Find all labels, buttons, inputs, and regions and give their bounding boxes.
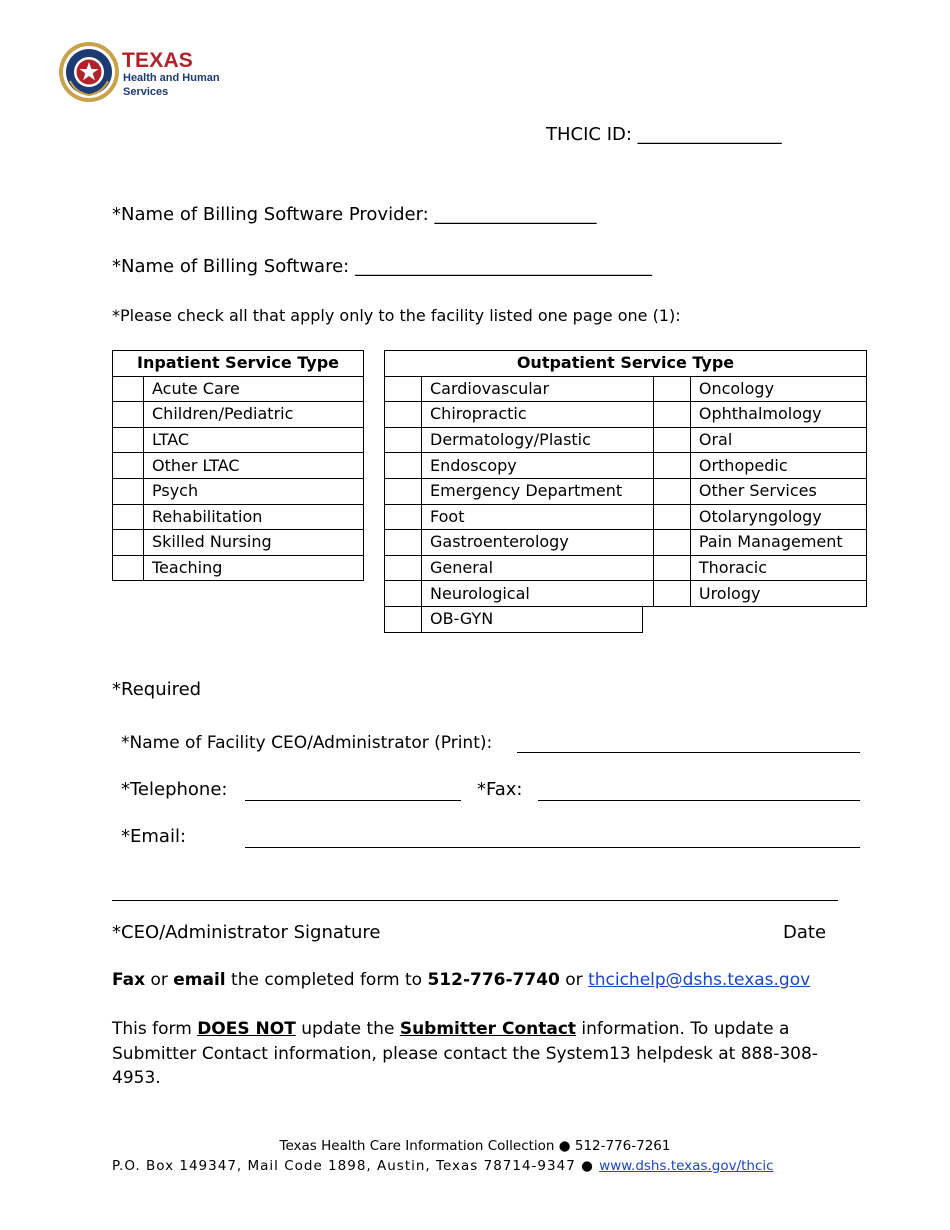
table-row — [113, 555, 364, 581]
outpatient-header: Outpatient Service Type — [385, 351, 867, 377]
logo-subtitle — [123, 71, 220, 99]
service-label: Thoracic — [690, 555, 866, 581]
billing-software-field[interactable]: *Name of Billing Software: _________________________________ — [112, 256, 652, 277]
service-label: Gastroenterology — [422, 530, 654, 556]
service-label: Cardiovascular — [422, 376, 654, 402]
fax-input[interactable] — [538, 800, 860, 801]
footer-line1: Texas Health Care Information Collection ● 512-776-7261 — [279, 1138, 671, 1154]
telephone-label: *Telephone: — [121, 779, 228, 800]
outpatient-table — [384, 350, 867, 607]
table-row — [385, 402, 867, 428]
checkbox-teaching[interactable] — [113, 555, 144, 581]
checkbox-ltac[interactable] — [113, 427, 144, 453]
checkbox-rehabilitation[interactable] — [113, 504, 144, 530]
ceo-name-input[interactable] — [517, 752, 860, 753]
footer-address: P.O. Box 149347, Mail Code 1898, Austin, Texas 78714-9347 ● — [112, 1158, 600, 1174]
service-label: Oral — [690, 427, 866, 453]
table-row — [113, 427, 364, 453]
notice-text: update the — [295, 1019, 400, 1039]
fax-number: 512-776-7740 — [427, 970, 560, 990]
inpatient-header: Inpatient Service Type — [113, 351, 364, 377]
email-word: email — [173, 970, 226, 990]
table-row — [385, 478, 867, 504]
does-not-emphasis: DOES NOT — [197, 1019, 296, 1039]
table-row — [385, 504, 867, 530]
service-label: Acute Care — [144, 376, 364, 402]
checkbox-oncology[interactable] — [653, 376, 690, 402]
table-row — [113, 376, 364, 402]
checkbox-cardiovascular[interactable] — [385, 376, 422, 402]
ceo-name-label: *Name of Facility CEO/Administrator (Print): — [121, 733, 493, 753]
checkbox-other-ltac[interactable] — [113, 453, 144, 479]
email-input[interactable] — [245, 847, 860, 848]
logo-subtitle-line1: Health and Human — [123, 72, 220, 84]
email-label: *Email: — [121, 826, 187, 847]
footer-line2 — [112, 1158, 774, 1174]
service-label: Orthopedic — [690, 453, 866, 479]
service-label: Dermatology/Plastic — [422, 427, 654, 453]
service-label: Teaching — [144, 555, 364, 581]
service-label: OB-GYN — [422, 607, 643, 633]
submit-text: the completed form to — [225, 970, 428, 990]
checkbox-otolaryngology[interactable] — [653, 504, 690, 530]
logo-title: TEXAS — [122, 49, 194, 72]
checkbox-psych[interactable] — [113, 478, 144, 504]
checkbox-skilled-nursing[interactable] — [113, 530, 144, 556]
checkbox-acute-care[interactable] — [113, 376, 144, 402]
outpatient-table-extra — [384, 606, 643, 633]
date-label: Date — [783, 922, 827, 943]
checkbox-oral[interactable] — [653, 427, 690, 453]
table-row — [385, 607, 643, 633]
email-link[interactable]: thcichelp@dshs.texas.gov — [588, 970, 811, 990]
instruction-text: *Please check all that apply only to the facility listed one page one (1): — [112, 306, 681, 325]
signature-label: *CEO/Administrator Signature — [112, 922, 381, 943]
service-label: LTAC — [144, 427, 364, 453]
submit-text: or — [559, 970, 589, 990]
service-label: Emergency Department — [422, 478, 654, 504]
notice-paragraph — [112, 1017, 852, 1091]
service-label: General — [422, 555, 654, 581]
table-row — [113, 478, 364, 504]
submit-text: or — [145, 970, 174, 990]
texas-seal-logo — [58, 41, 120, 103]
checkbox-gastroenterology[interactable] — [385, 530, 422, 556]
required-note: *Required — [112, 679, 202, 700]
service-label: Endoscopy — [422, 453, 654, 479]
checkbox-foot[interactable] — [385, 504, 422, 530]
service-label: Oncology — [690, 376, 866, 402]
service-label: Other Services — [690, 478, 866, 504]
checkbox-other-services[interactable] — [653, 478, 690, 504]
table-row — [113, 530, 364, 556]
service-label: Neurological — [422, 581, 654, 607]
fax-label: *Fax: — [477, 779, 523, 800]
footer-link[interactable]: www.dshs.texas.gov/thcic — [599, 1158, 774, 1174]
service-label: Otolaryngology — [690, 504, 866, 530]
table-row — [113, 402, 364, 428]
notice-text: information. To update a Submitter Contact information, please contact the System13 helpdesk at 888-308-4953. — [112, 1019, 818, 1088]
notice-text: This form — [112, 1019, 198, 1039]
checkbox-ob-gyn[interactable] — [385, 607, 422, 633]
checkbox-pain-management[interactable] — [653, 530, 690, 556]
table-row — [385, 453, 867, 479]
inpatient-table — [112, 350, 364, 581]
checkbox-endoscopy[interactable] — [385, 453, 422, 479]
checkbox-ophthalmology[interactable] — [653, 402, 690, 428]
service-label: Ophthalmology — [690, 402, 866, 428]
fax-word: Fax — [112, 970, 146, 990]
table-row — [385, 427, 867, 453]
service-label: Pain Management — [690, 530, 866, 556]
checkbox-dermatology-plastic[interactable] — [385, 427, 422, 453]
checkbox-chiropractic[interactable] — [385, 402, 422, 428]
checkbox-general[interactable] — [385, 555, 422, 581]
service-label: Other LTAC — [144, 453, 364, 479]
table-row — [385, 555, 867, 581]
table-row — [113, 453, 364, 479]
service-label: Children/Pediatric — [144, 402, 364, 428]
table-row — [385, 530, 867, 556]
checkbox-urology[interactable] — [653, 581, 690, 607]
checkbox-thoracic[interactable] — [653, 555, 690, 581]
table-row — [385, 581, 867, 607]
checkbox-emergency-department[interactable] — [385, 478, 422, 504]
checkbox-children-pediatric[interactable] — [113, 402, 144, 428]
service-label: Foot — [422, 504, 654, 530]
billing-provider-field[interactable]: *Name of Billing Software Provider: __________________ — [112, 204, 597, 225]
telephone-input[interactable] — [245, 800, 461, 801]
table-row — [113, 504, 364, 530]
service-label: Urology — [690, 581, 866, 607]
submitter-contact-emphasis: Submitter Contact — [399, 1019, 577, 1039]
thcic-id-field[interactable]: THCIC ID: ________________ — [546, 124, 782, 145]
signature-line[interactable] — [112, 900, 838, 901]
service-label: Psych — [144, 478, 364, 504]
service-label: Rehabilitation — [144, 504, 364, 530]
submit-instructions — [112, 970, 810, 990]
checkbox-orthopedic[interactable] — [653, 453, 690, 479]
logo-subtitle-line2: Services — [123, 86, 169, 98]
table-row — [385, 376, 867, 402]
checkbox-neurological[interactable] — [385, 581, 422, 607]
service-label: Skilled Nursing — [144, 530, 364, 556]
service-label: Chiropractic — [422, 402, 654, 428]
